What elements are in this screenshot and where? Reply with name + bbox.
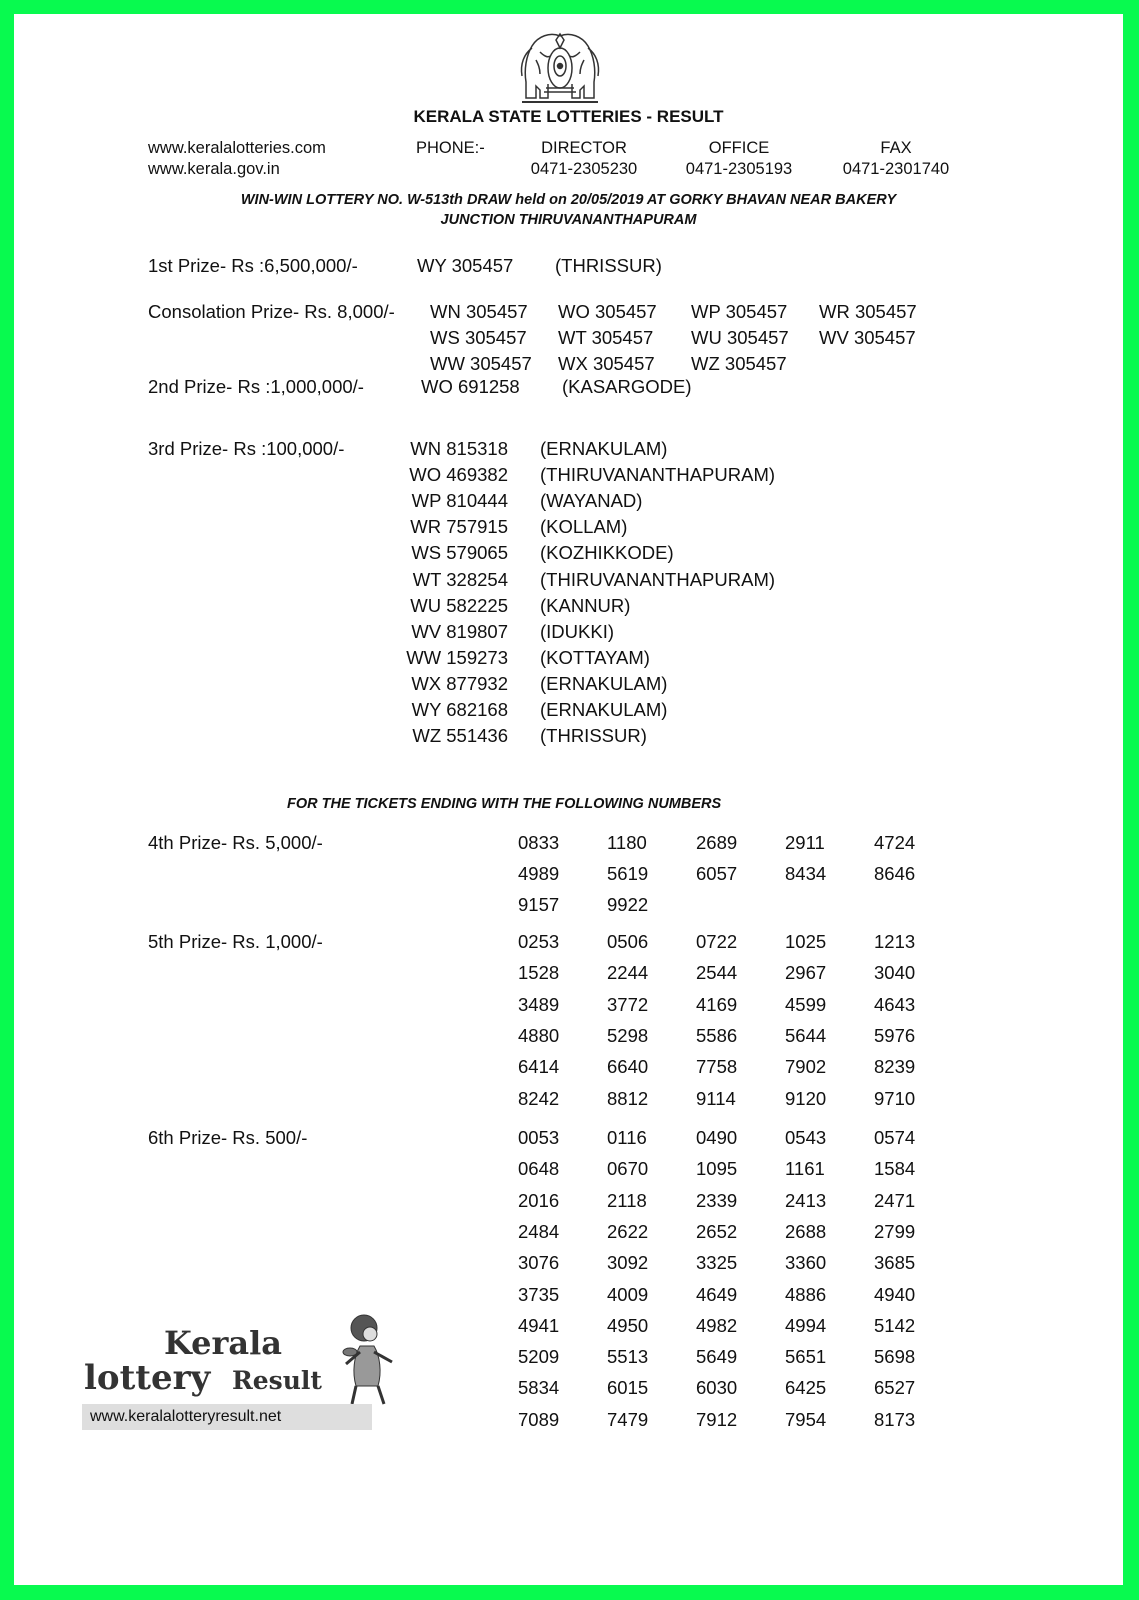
- ending-number: 3325: [696, 1252, 738, 1274]
- second-prize-place: (KASARGODE): [562, 376, 692, 397]
- consolation-ticket: WZ 305457: [691, 353, 787, 374]
- ending-number: 6414: [518, 1056, 560, 1078]
- first-prize-place: (THRISSUR): [555, 255, 662, 276]
- ending-number: 5513: [607, 1346, 649, 1368]
- fifth-prize-label: 5th Prize- Rs. 1,000/-: [148, 931, 323, 952]
- ending-number: 6057: [696, 863, 738, 884]
- ending-number: 3040: [874, 962, 916, 984]
- ending-number: 8434: [785, 863, 827, 884]
- ending-number: 9710: [874, 1087, 916, 1109]
- ending-number: 4649: [696, 1283, 738, 1305]
- third-prize-ticket: WV 819807: [411, 620, 508, 642]
- office-label: OFFICE: [708, 139, 770, 157]
- ending-number: 7912: [696, 1408, 738, 1430]
- ending-number: 2471: [874, 1189, 916, 1211]
- consolation-ticket: WT 305457: [558, 327, 654, 348]
- consolation-ticket: WU 305457: [691, 327, 789, 348]
- sixth-prize-label: 6th Prize- Rs. 500/-: [148, 1127, 308, 1148]
- third-prize-ticket: WY 682168: [411, 699, 508, 720]
- third-prize-place: (WAYANAD): [540, 490, 643, 512]
- ending-number: 4880: [518, 1024, 560, 1046]
- ending-number: 5698: [874, 1346, 916, 1368]
- ending-number: 1180: [607, 832, 647, 853]
- third-prize-place: (ERNAKULAM): [540, 438, 668, 459]
- ending-number: 3092: [607, 1252, 649, 1274]
- third-prize-ticket: WO 469382: [409, 464, 508, 486]
- third-prize-place: (THIRUVANANTHAPURAM): [540, 568, 776, 590]
- ending-number: 5586: [696, 1024, 738, 1046]
- ending-number: 4169: [696, 993, 738, 1015]
- ending-number: 3076: [518, 1252, 560, 1274]
- fax-label: FAX: [880, 139, 912, 157]
- ending-number: 5651: [785, 1346, 827, 1368]
- ending-number: 5644: [785, 1024, 827, 1046]
- third-prize-ticket: WN 815318: [410, 438, 508, 459]
- consolation-ticket: WS 305457: [430, 327, 527, 348]
- ending-number: 6015: [607, 1377, 649, 1399]
- ending-number: 0543: [785, 1127, 827, 1148]
- ending-number: 3735: [518, 1283, 560, 1305]
- second-prize-label: 2nd Prize- Rs :1,000,000/-: [148, 376, 364, 397]
- mascot-icon: [338, 1312, 400, 1412]
- result-sheet: [14, 14, 1123, 1585]
- ending-number: 4941: [518, 1314, 560, 1336]
- ending-number: 0574: [874, 1127, 916, 1148]
- first-prize-ticket: WY 305457: [417, 255, 514, 276]
- third-prize-place: (THRISSUR): [540, 725, 647, 747]
- ending-number: 2016: [518, 1189, 560, 1211]
- ending-number: 5209: [518, 1346, 560, 1368]
- ending-number: 4599: [785, 993, 827, 1015]
- brand-word-kerala: Kerala: [164, 1324, 282, 1362]
- third-prize-place: (THIRUVANANTHAPURAM): [540, 464, 776, 486]
- ending-number: 2967: [785, 962, 827, 984]
- ending-number: 4989: [518, 863, 560, 884]
- first-prize-label: 1st Prize- Rs :6,500,000/-: [148, 255, 358, 276]
- ending-number: 2688: [785, 1220, 827, 1242]
- third-prize-place: (KOZHIKKODE): [540, 542, 674, 564]
- ending-number: 7089: [518, 1408, 560, 1430]
- brand-logo: [84, 1322, 404, 1414]
- ending-number: 3772: [607, 993, 649, 1015]
- ending-number: 4009: [607, 1283, 649, 1305]
- ending-number: 1528: [518, 962, 560, 984]
- consolation-label: Consolation Prize- Rs. 8,000/-: [148, 301, 395, 322]
- consolation-ticket: WX 305457: [558, 353, 655, 374]
- ending-number: 5142: [874, 1314, 916, 1336]
- ending-number: 2544: [696, 962, 738, 984]
- ending-number: 3360: [785, 1252, 827, 1274]
- ending-number: 2911: [785, 832, 825, 853]
- third-prize-ticket: WU 582225: [410, 594, 508, 616]
- third-prize-place: (KANNUR): [540, 594, 631, 616]
- phone-label: PHONE:-: [416, 139, 485, 157]
- third-prize-ticket: WP 810444: [411, 490, 508, 512]
- ending-number: 4950: [607, 1314, 649, 1336]
- ending-number: 5298: [607, 1024, 649, 1046]
- ending-number: 0648: [518, 1158, 560, 1180]
- draw-info: WIN-WIN LOTTERY NO. W-513th DRAW held on 20/05/2019 AT GORKY BHAVAN NEAR BAKERY: [240, 192, 897, 208]
- fourth-prize-label: 4th Prize- Rs. 5,000/-: [148, 832, 323, 853]
- ending-number: 1095: [696, 1158, 738, 1180]
- ending-number: 6527: [874, 1377, 916, 1399]
- website-link[interactable]: www.keralalotteries.com: [148, 139, 326, 157]
- ending-number: 2799: [874, 1220, 916, 1242]
- ending-number: 0833: [518, 832, 560, 853]
- ending-number: 6425: [785, 1377, 827, 1399]
- page-title: KERALA STATE LOTTERIES - RESULT: [413, 107, 724, 126]
- consolation-ticket: WW 305457: [430, 353, 532, 374]
- ending-number: 1025: [785, 931, 827, 952]
- ending-number: 2689: [696, 832, 738, 853]
- ending-number: 8239: [874, 1056, 916, 1078]
- ending-number: 9114: [696, 1087, 736, 1109]
- ending-number: 8242: [518, 1087, 560, 1109]
- brand-word-result: Result: [232, 1366, 322, 1395]
- ending-number: 1213: [874, 931, 916, 952]
- second-prize-ticket: WO 691258: [421, 376, 520, 397]
- consolation-ticket: WO 305457: [558, 301, 657, 322]
- ending-number: 7902: [785, 1056, 827, 1078]
- director-phone: 0471-2305230: [530, 160, 638, 178]
- ending-number: 2244: [607, 962, 649, 984]
- ending-number: 2413: [785, 1189, 827, 1211]
- ending-number: 8812: [607, 1087, 649, 1109]
- kerala-emblem-icon: [510, 30, 610, 106]
- ending-number: 4724: [874, 832, 916, 853]
- ending-heading: FOR THE TICKETS ENDING WITH THE FOLLOWING NUMBERS: [287, 796, 722, 812]
- consolation-ticket: WN 305457: [430, 301, 528, 322]
- brand-website[interactable]: www.keralalotteryresult.net: [82, 1404, 372, 1430]
- ending-number: 4886: [785, 1283, 827, 1305]
- ending-number: 2339: [696, 1189, 738, 1211]
- ending-number: 9120: [785, 1087, 827, 1109]
- ending-number: 1161: [785, 1158, 825, 1180]
- third-prize-label: 3rd Prize- Rs :100,000/-: [148, 438, 345, 459]
- ending-number: 0116: [607, 1127, 647, 1148]
- ending-number: 0670: [607, 1158, 649, 1180]
- ending-number: 6640: [607, 1056, 649, 1078]
- ending-number: 1584: [874, 1158, 916, 1180]
- ending-number: 4994: [785, 1314, 827, 1336]
- third-prize-ticket: WS 579065: [411, 542, 508, 564]
- ending-number: 0253: [518, 931, 560, 952]
- third-prize-place: (ERNAKULAM): [540, 672, 668, 694]
- ending-number: 2484: [518, 1220, 560, 1242]
- consolation-ticket: WV 305457: [819, 327, 916, 348]
- consolation-ticket: WP 305457: [691, 301, 788, 322]
- ending-number: 2118: [607, 1189, 647, 1211]
- third-prize-ticket: WR 757915: [410, 516, 508, 538]
- third-prize-ticket: WW 159273: [406, 646, 508, 668]
- ending-number: 0490: [696, 1127, 738, 1148]
- ending-number: 6030: [696, 1377, 738, 1399]
- ending-number: 0722: [696, 931, 738, 952]
- ending-number: 2622: [607, 1220, 649, 1242]
- draw-venue: JUNCTION THIRUVANANTHAPURAM: [440, 212, 697, 228]
- ending-number: 7758: [696, 1056, 738, 1078]
- website-link[interactable]: www.kerala.gov.in: [148, 160, 280, 178]
- ending-number: 9922: [607, 894, 649, 915]
- ending-number: 7954: [785, 1408, 827, 1430]
- ending-number: 8173: [874, 1408, 916, 1430]
- ending-number: 5649: [696, 1346, 738, 1368]
- third-prize-ticket: WT 328254: [412, 568, 508, 590]
- ending-number: 9157: [518, 894, 560, 915]
- consolation-ticket: WR 305457: [819, 301, 917, 322]
- fax-number: 0471-2301740: [842, 160, 950, 178]
- ending-number: 3685: [874, 1252, 916, 1274]
- ending-number: 5976: [874, 1024, 916, 1046]
- third-prize-place: (KOLLAM): [540, 516, 628, 538]
- third-prize-ticket: WZ 551436: [412, 725, 508, 747]
- ending-number: 8646: [874, 863, 916, 884]
- ending-number: 4940: [874, 1283, 916, 1305]
- ending-number: 0053: [518, 1127, 560, 1148]
- ending-number: 3489: [518, 993, 560, 1015]
- third-prize-place: (IDUKKI): [540, 620, 614, 642]
- ending-number: 4643: [874, 993, 916, 1015]
- third-prize-ticket: WX 877932: [411, 672, 508, 694]
- brand-word-lottery: lottery: [84, 1358, 211, 1398]
- ending-number: 7479: [607, 1408, 649, 1430]
- director-label: DIRECTOR: [541, 139, 627, 157]
- ending-number: 0506: [607, 931, 649, 952]
- ending-number: 4982: [696, 1314, 738, 1336]
- third-prize-place: (KOTTAYAM): [540, 646, 650, 668]
- ending-number: 5834: [518, 1377, 560, 1399]
- third-prize-place: (ERNAKULAM): [540, 699, 668, 720]
- ending-number: 2652: [696, 1220, 738, 1242]
- office-phone: 0471-2305193: [685, 160, 793, 178]
- ending-number: 5619: [607, 863, 649, 884]
